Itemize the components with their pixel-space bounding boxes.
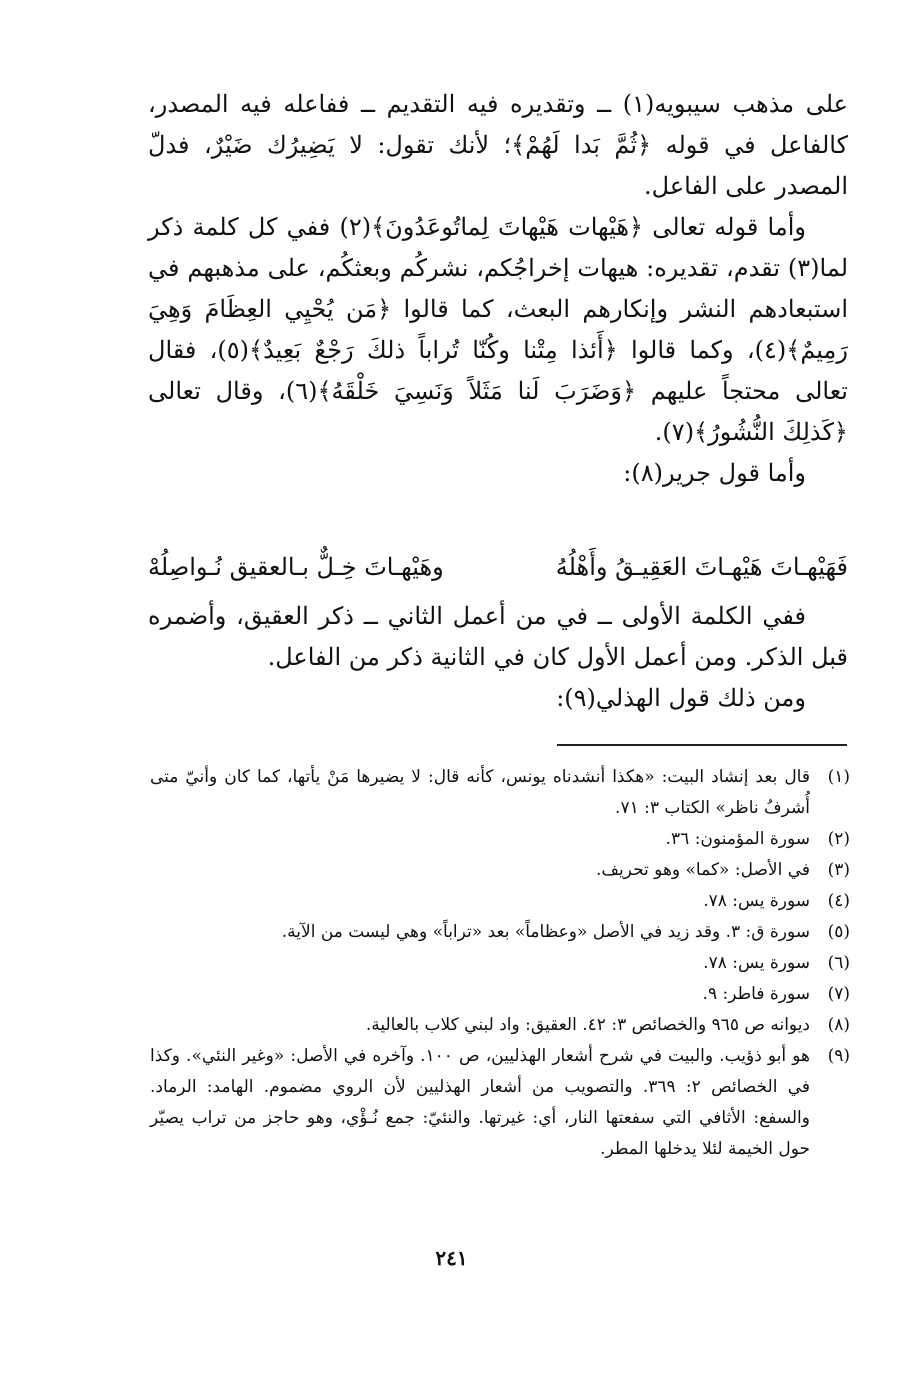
footnotes: [150, 762, 850, 1165]
footnote-number: (١): [827, 767, 850, 787]
footnote-1: [150, 762, 850, 824]
poetry-verse: [148, 546, 848, 588]
footnote-number: (٥): [827, 922, 850, 942]
paragraph-4: ففي الكلمة الأولى ــ في من أعمل الثاني ــ ذكر العقيق، وأضمره قبل الذكر. ومن أعمل الأول كان في الثانية ذكر من الفاعل.: [148, 602, 848, 671]
footnote-text: سورة ق: ٣. وقد زيد في الأصل «وعظاماً» بعد «تراباً» وهي ليست من الآية.: [281, 922, 810, 942]
footnote-separator: [557, 744, 847, 746]
footnote-text: هو أبو ذؤيب. والبيت في شرح أشعار الهذليين، ص ١٠٠. وآخره في الأصل: «وغير النئي». وكذا في الخصائص ٢: ٣٦٩. والتصويب من أشعار الهذليين لأن الروي مضموم. الهامد: الرماد. والسفع: الأثافي التي سفعتها النار، أي: غيرتها. والنئيّ: جمع نُـؤْي، وهو حاجز من تراب يصيّر حول الخيمة لئلا يدخلها المطر.: [150, 1046, 810, 1159]
footnote-number: (٨): [827, 1015, 850, 1035]
footnote-8: [150, 1010, 850, 1041]
footnote-2: [150, 824, 850, 855]
footnote-9: [150, 1041, 850, 1165]
footnote-number: (٢): [827, 829, 850, 849]
footnote-number: (٣): [827, 860, 850, 880]
verse-second-hemistich: وهَيْهـاتَ خِـلٌّ بـالعقيق نُـواصِلُهْ: [148, 553, 444, 581]
footnote-6: [150, 948, 850, 979]
footnote-5: [150, 917, 850, 948]
footnote-4: [150, 886, 850, 917]
footnote-text: ديوانه ص ٩٦٥ والخصائص ٣: ٤٢. العقيق: واد لبني كلاب بالعالية.: [365, 1015, 810, 1035]
paragraph-5: ومن ذلك قول الهذلي(٩):: [556, 684, 806, 712]
footnote-text: في الأصل: «كما» وهو تحريف.: [595, 860, 810, 880]
verse-first-hemistich: فَهَيْهـاتَ هَيْهـاتَ العَقِيـقُ وأَهْلُهُ: [555, 553, 848, 581]
page-number: ٢٤١: [435, 1246, 468, 1270]
footnote-number: (٩): [827, 1046, 850, 1066]
footnote-number: (٧): [827, 984, 850, 1004]
main-text-block: [148, 84, 848, 494]
footnote-7: [150, 979, 850, 1010]
footnote-text: سورة فاطر: ٩.: [702, 984, 810, 1004]
paragraph-2: وأما قوله تعالى ﴿هَيْهات هَيْهاتَ لِماتُوعَدُونَ﴾(٢) ففي كل كلمة ذكر لما(٣) تقدم، تقديره: هيهات إخراجُكم، نشركُم وبعثكُم، على مذهبهم في استبعادهم النشر وإنكارهم البعث، كما قالوا ﴿مَن يُحْيِي العِظَامَ وَهِيَ رَمِيمٌ﴾(٤)، وكما قالوا ﴿أَئذا مِتْنا وكُنّا تُراباً ذلكَ رَجْعٌ بَعِيدٌ﴾(٥)، فقال تعالى محتجاً عليهم ﴿وَضَرَبَ لَنا مَثَلاً وَنَسِيَ خَلْقَهُ﴾(٦)، وقال تعالى ﴿كَذلِكَ النُّشُورُ﴾(٧).: [148, 213, 849, 446]
footnote-number: (٦): [827, 953, 850, 973]
after-verse-text: [148, 596, 848, 719]
footnote-text: سورة يس: ٧٨.: [703, 953, 810, 973]
paragraph-3: وأما قول جرير(٨):: [623, 459, 806, 487]
paragraph-1: على مذهب سيبويه(١) ــ وتقديره فيه التقديم ــ ففاعله فيه المصدر، كالفاعل في قوله ﴿ثُمَّ بَدا لَهُمْ﴾؛ لأنك تقول: لا يَضِيرُك ضَيْرٌ، فدلّ المصدر على الفاعل.: [148, 90, 848, 200]
footnote-number: (٤): [827, 891, 850, 911]
footnote-text: سورة يس: ٧٨.: [703, 891, 810, 911]
footnote-3: [150, 855, 850, 886]
footnote-text: قال بعد إنشاد البيت: «هكذا أنشدناه يونس، كأنه قال: لا يضيرها مَنْ يأتها، كما كان وأنيّ متى أُشرفُ ناظر» الكتاب ٣: ٧١.: [150, 767, 810, 818]
footnote-text: سورة المؤمنون: ٣٦.: [665, 829, 810, 849]
